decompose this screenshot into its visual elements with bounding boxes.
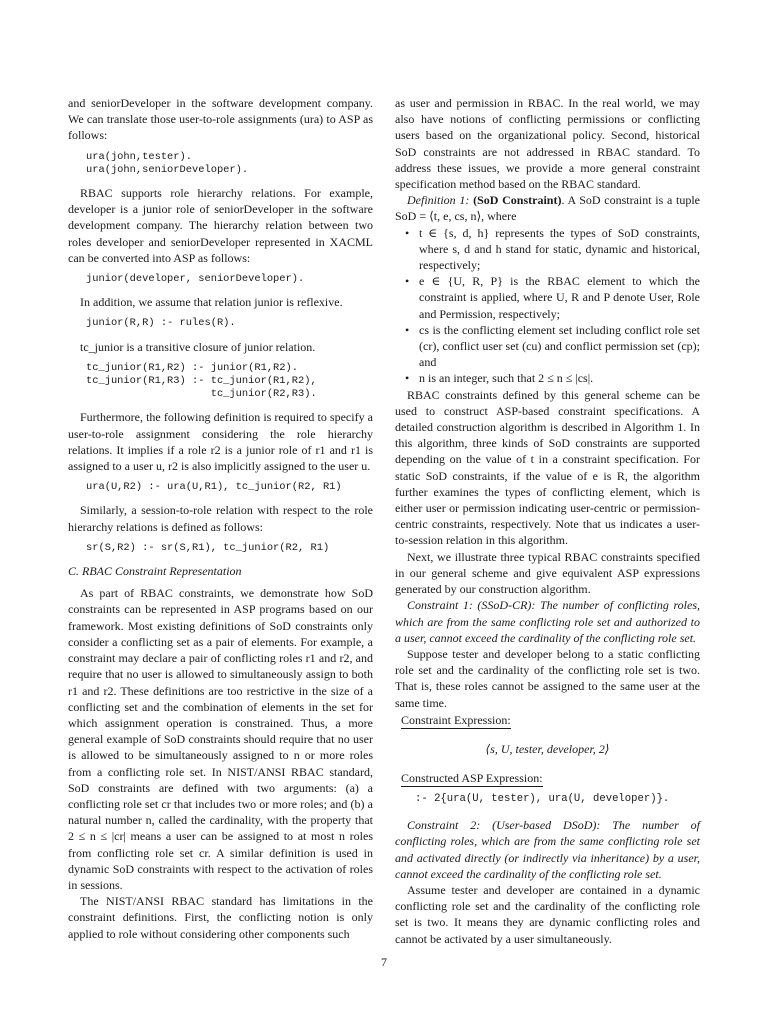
- constraint-1-heading: Constraint 1: (SSoD-CR): The number of conflicting roles, which are from the same conflicting role set and authorized to a user, cannot exceed the cardinality of the conflicting role set.: [395, 598, 700, 645]
- list-item: • n is an integer, such that 2 ≤ n ≤ |cs|.: [405, 370, 700, 386]
- code-block-reflexive: junior(R,R) :- rules(R).: [86, 317, 236, 330]
- definition-title: (SoD Constraint): [473, 193, 562, 208]
- left-paragraph-3: In addition, we assume that relation junior is reflexive.: [80, 295, 343, 310]
- definition-bullet-list: [395, 225, 700, 387]
- left-paragraph-2: RBAC supports role hierarchy relations. For example, developer is a junior role of seniorDeveloper in the software development company. The hierarchy relation between two roles developer and seniorDeveloper represented in XACML can be converted into ASP as follows:: [68, 186, 373, 265]
- definition-text: . A SoD constraint is a tuple SoD = ⟨t, e, cs, n⟩, where: [395, 193, 700, 224]
- left-column: [68, 95, 373, 942]
- right-paragraph-4: Suppose tester and developer belong to a static conflicting role set and the cardinality of the conflicting role set is two. That is, these roles cannot be assigned to the same user at the same time.: [395, 646, 700, 710]
- right-paragraph-5: Assume tester and developer are contained in a dynamic conflicting role set and the cardinality of the conflicting role set is two. It means they are dynamic conflicting roles and cannot be activated by a user simultaneously.: [395, 882, 700, 946]
- definition-label: Definition 1:: [407, 193, 470, 208]
- code-block-session-role: sr(S,R2) :- sr(S,R1), tc_junior(R2, R1): [86, 541, 330, 554]
- list-item: • e ∈ {U, R, P} is the RBAC element to which the constraint is applied, where U, R and P denote User, Role and Permission, respectively;: [405, 273, 700, 322]
- section-heading: C. RBAC Constraint Representation: [68, 564, 242, 579]
- constraint-2-heading: Constraint 2: (User-based DSoD): The number of conflicting roles, which are from the same conflicting role set and activated directly (or indirectly via inheritance) by a user, cannot exceed the cardinality of the conflicting role set.: [395, 818, 700, 881]
- left-paragraph-1: and seniorDeveloper in the software development company. We can translate those user-to-role assignments (ura) to ASP as follows:: [68, 96, 373, 143]
- asp-expression: :- 2{ura(U, tester), ura(U, developer)}.: [415, 792, 670, 805]
- list-item: • t ∈ {s, d, h} represents the types of SoD constraints, where s, d and h stand for static, dynamic and historical, respectively;: [405, 225, 700, 274]
- left-paragraph-6: Similarly, a session-to-role relation with respect to the role hierarchy relations is defined as follows:: [68, 503, 373, 534]
- right-paragraph-3: Next, we illustrate three typical RBAC constraints specified in our general scheme and give equivalent ASP expressions generated by our construction algorithm.: [395, 549, 700, 597]
- code-block-ura-implicit: ura(U,R2) :- ura(U,R1), tc_junior(R2, R1): [86, 481, 342, 494]
- right-paragraph-1: as user and permission in RBAC. In the real world, we may also have notions of conflicting permissions or conflicting users based on the organizational policy. Second, historical SoD constraints are not addressed in RBAC standard. To address these issues, we provide a more general constraint specification method based on the RBAC standard.: [395, 96, 700, 192]
- page-number: 7: [381, 955, 387, 969]
- left-paragraph-5: Furthermore, the following definition is required to specify a user-to-role assignment considering the role hierarchy relations. It implies if a role r2 is a junior role of r1 and r1 is assigned to a user u, r2 is also implicitly assigned to the user u.: [68, 410, 373, 474]
- asp-expression-label: Constructed ASP Expression:: [401, 770, 543, 785]
- definition-1: [395, 192, 700, 224]
- list-item: • cs is the conflicting element set including conflict role set (cr), conflict user set (cu) and conflict permission set (cp); and: [405, 322, 700, 371]
- left-paragraph-8: The NIST/ANSI RBAC standard has limitations in the constraint definitions. First, the conflicting notion is only applied to role without considering other components such: [68, 894, 373, 941]
- code-block-ura: ura(john,tester). ura(john,seniorDeveloper).: [86, 150, 249, 176]
- constraint-expression-label: Constraint Expression:: [401, 712, 511, 727]
- code-block-junior: junior(developer, seniorDeveloper).: [86, 273, 305, 286]
- right-column: [395, 95, 700, 947]
- code-block-tc-junior: tc_junior(R1,R2) :- junior(R1,R2). tc_junior(R1,R3) :- tc_junior(R1,R2), tc_junior(R2,R3).: [86, 361, 317, 401]
- right-paragraph-2: RBAC constraints defined by this general scheme can be used to construct ASP-based constraint specifications. A detailed construction algorithm is described in Algorithm 1. In this algorithm, three kinds of SoD constraints are supported depending on the value of t in a constraint specification. For static SoD constraints, if the value of e is R, the algorithm further examines the types of conflicting element, which is either user or permission indicating user-centric or permission-centric constraints, respectively. Note that us indicates a user-to-session relation in this algorithm.: [395, 387, 700, 548]
- constraint-expression: ⟨s, U, tester, developer, 2⟩: [485, 741, 610, 756]
- left-paragraph-4: tc_junior is a transitive closure of junior relation.: [80, 339, 316, 354]
- left-paragraph-7: As part of RBAC constraints, we demonstrate how SoD constraints can be represented in ASP programs based on our framework. Most existing definitions of SoD constraints only consider a conflicting set as a pair of elements. For example, a constraint may declare a pair of conflicting roles r1 and r2, and require that no user is allowed to simultaneously assign to both r1 and r2. These definitions are too restrictive in the size of a conflicting set and the combination of elements in the set for which assignment operation is constrained. Thus, a more general example of SoD constraints should require that no user is allowed to be simultaneously assigned to n or more roles from a conflicting role set. In NIST/ANSI RBAC standard, SoD constraints are defined with two arguments: (a) a conflicting role set cr that includes two or more roles; and (b) a natural number n, called the cardinality, with the property that 2 ≤ n ≤ |cr| means a user can be assigned to at most n roles from conflicting role set cr. A similar definition is used in dynamic SoD constraints with respect to the activation of roles in sessions.: [68, 586, 373, 892]
